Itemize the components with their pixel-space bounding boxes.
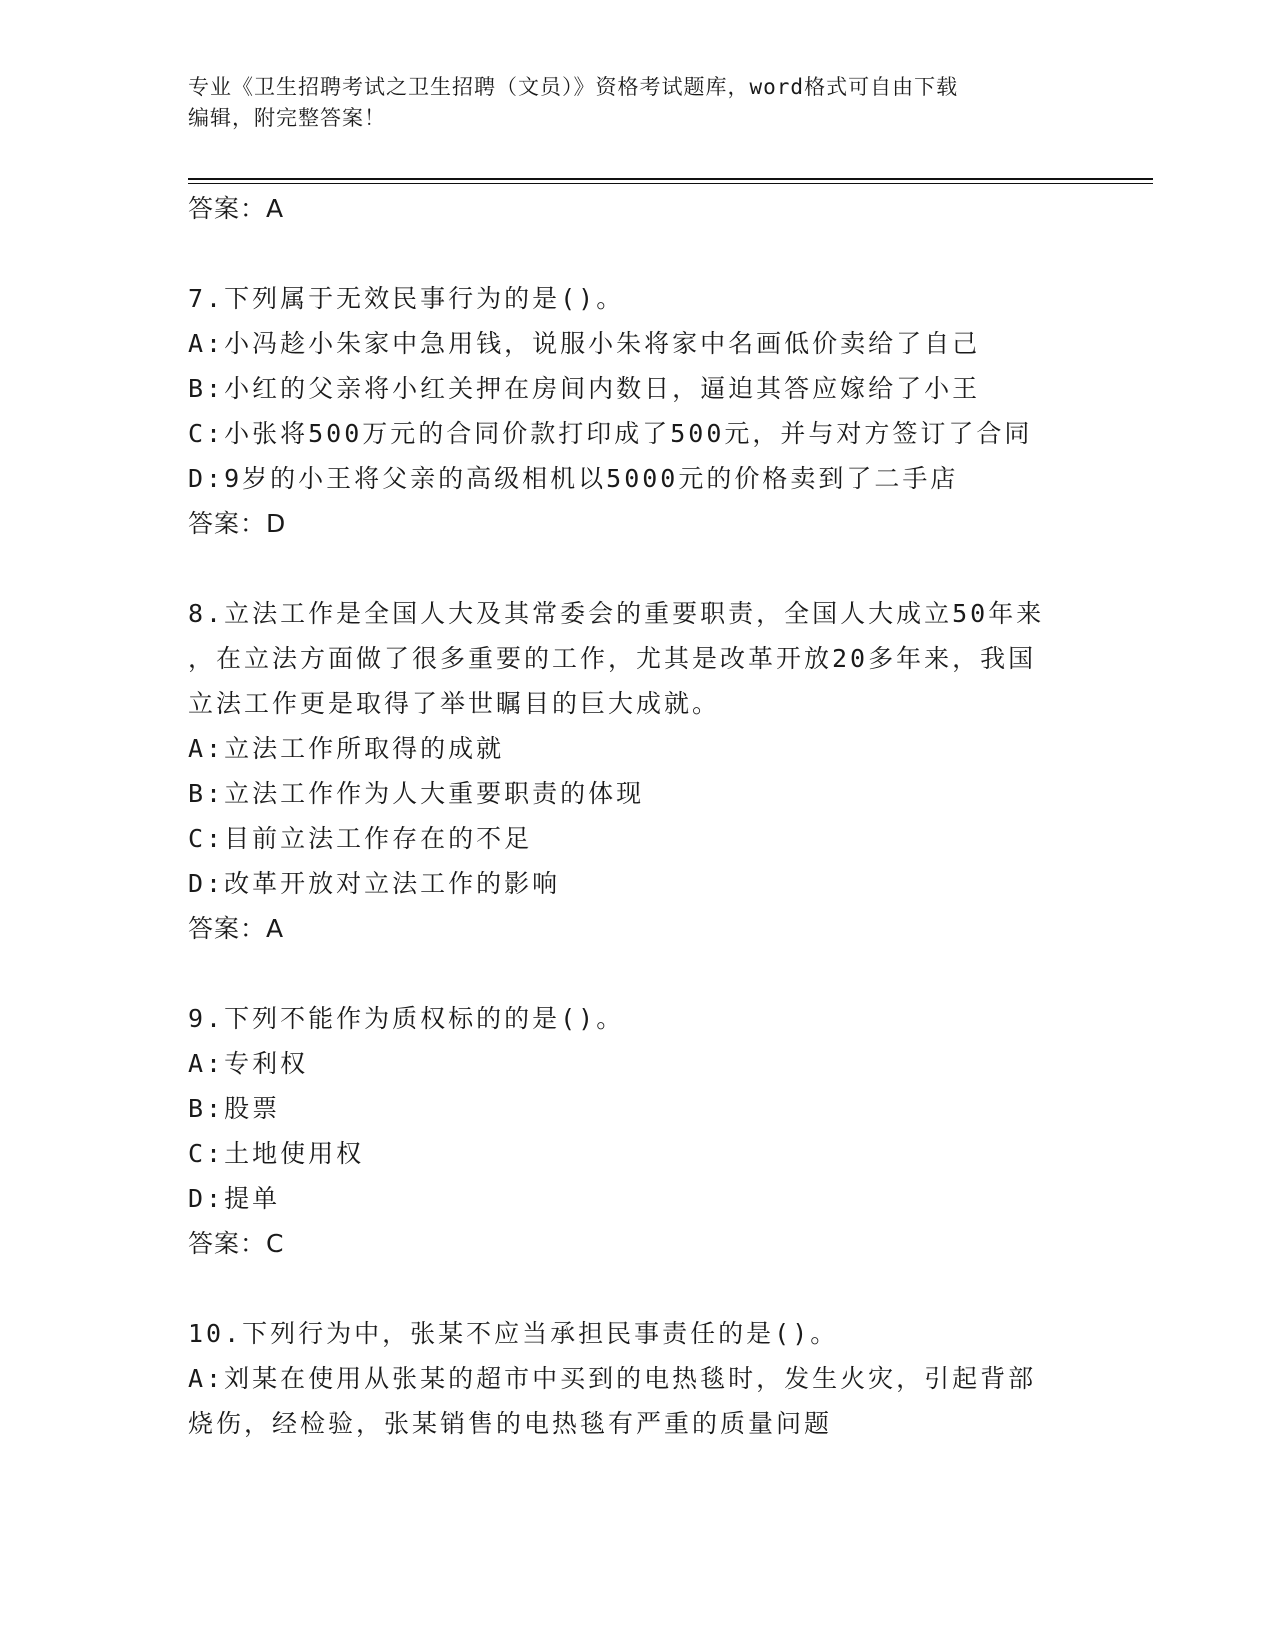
option-a: A:小冯趁小朱家中急用钱，说服小朱将家中名画低价卖给了自己 — [188, 329, 981, 358]
option-c: C:目前立法工作存在的不足 — [188, 824, 533, 853]
page-header — [188, 72, 1088, 134]
answer-line: 答案：C — [188, 1229, 285, 1258]
spacer — [188, 546, 1088, 591]
option-d: D:9岁的小王将父亲的高级相机以5000元的价格卖到了二手店 — [188, 464, 959, 493]
question-block — [188, 276, 1088, 546]
question-block — [188, 996, 1088, 1266]
answer-line: 答案：A — [188, 194, 285, 223]
option-a: A:专利权 — [188, 1049, 309, 1078]
question-block — [188, 591, 1088, 951]
question-stem: 7.下列属于无效民事行为的是()。 — [188, 284, 625, 313]
option-b: B:立法工作作为人大重要职责的体现 — [188, 779, 645, 808]
question-stem: ，在立法方面做了很多重要的工作，尤其是改革开放20多年来，我国 — [188, 644, 1037, 673]
question-block — [188, 1311, 1088, 1446]
option-d: D:改革开放对立法工作的影响 — [188, 869, 561, 898]
spacer — [188, 951, 1088, 996]
option-c: C:土地使用权 — [188, 1139, 365, 1168]
option-a-continued: 烧伤，经检验，张某销售的电热毯有严重的质量问题 — [188, 1409, 833, 1438]
spacer — [188, 231, 1088, 276]
option-a: A:立法工作所取得的成就 — [188, 734, 505, 763]
question-stem: 9.下列不能作为质权标的的是()。 — [188, 1004, 625, 1033]
question-list — [188, 186, 1088, 1446]
question-stem: 10.下列行为中，张某不应当承担民事责任的是()。 — [188, 1319, 839, 1348]
header-divider-thin — [188, 183, 1153, 184]
answer-line: 答案：A — [188, 914, 285, 943]
header-divider-thick — [188, 178, 1153, 180]
header-line-1: 专业《卫生招聘考试之卫生招聘（文员）》资格考试题库，word格式可自由下载 — [188, 75, 959, 99]
option-a: A:刘某在使用从张某的超市中买到的电热毯时，发生火灾，引起背部 — [188, 1364, 1037, 1393]
option-b: B:小红的父亲将小红关押在房间内数日，逼迫其答应嫁给了小王 — [188, 374, 981, 403]
option-b: B:股票 — [188, 1094, 281, 1123]
spacer — [188, 1266, 1088, 1311]
question-stem: 立法工作更是取得了举世瞩目的巨大成就。 — [188, 689, 721, 718]
option-c: C:小张将500万元的合同价款打印成了500元，并与对方签订了合同 — [188, 419, 1033, 448]
answer-line: 答案：D — [188, 509, 287, 538]
option-d: D:提单 — [188, 1184, 281, 1213]
question-stem: 8.立法工作是全国人大及其常委会的重要职责，全国人大成立50年来 — [188, 599, 1045, 628]
header-line-2: 编辑，附完整答案！ — [188, 106, 386, 130]
